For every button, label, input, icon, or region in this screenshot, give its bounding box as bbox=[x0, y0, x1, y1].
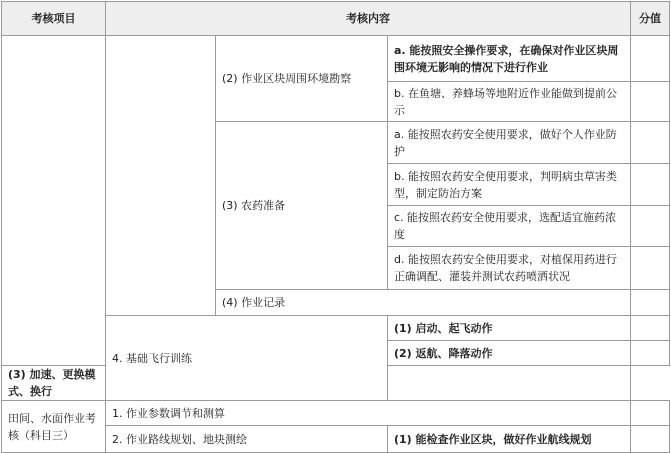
flight-item: (1) 启动、起飞动作 bbox=[388, 316, 631, 341]
flight-label: 4. 基础飞行训练 bbox=[106, 316, 388, 401]
route-label: 2. 作业路线规划、地块测绘 bbox=[106, 426, 388, 453]
score-cell bbox=[388, 366, 631, 401]
field-exam-label: 田间、水面作业考核（科目三） bbox=[2, 401, 106, 453]
score-cell bbox=[631, 82, 670, 122]
score-cell bbox=[631, 206, 670, 247]
assessment-table bbox=[1, 1, 670, 453]
score-cell bbox=[631, 401, 670, 426]
score-cell bbox=[631, 341, 670, 366]
record-label: (4) 作业记录 bbox=[216, 290, 631, 316]
score-cell bbox=[631, 290, 670, 316]
pesticide-item-c: c. 能按照农药安全使用要求，选配适宜施药浓度 bbox=[388, 206, 631, 247]
header-score: 分值 bbox=[631, 2, 670, 36]
group-cell-empty bbox=[106, 36, 216, 316]
header-item: 考核项目 bbox=[2, 2, 106, 36]
score-cell bbox=[631, 247, 670, 290]
score-cell bbox=[631, 36, 670, 82]
score-cell bbox=[631, 164, 670, 206]
route-item: (1) 能检查作业区块，做好作业航线规划 bbox=[388, 426, 631, 453]
flight-item: (2) 返航、降落动作 bbox=[388, 341, 631, 366]
score-cell bbox=[631, 426, 670, 453]
category-cell-empty bbox=[2, 36, 106, 366]
pesticide-item-b: b. 能按照农药安全使用要求，判明病虫草害类型，制定防治方案 bbox=[388, 164, 631, 206]
header-content: 考核内容 bbox=[106, 2, 631, 36]
survey-label: (2) 作业区块周围环境勘察 bbox=[216, 36, 388, 122]
score-cell bbox=[631, 316, 670, 341]
flight-item: (3) 加速、更换模式、换行 bbox=[2, 366, 106, 401]
score-cell bbox=[631, 122, 670, 164]
survey-item-a: a. 能按照安全操作要求，在确保对作业区块周围环境无影响的情况下进行作业 bbox=[388, 36, 631, 82]
pesticide-item-d: d. 能按照农药安全使用要求，对植保用药进行正确调配、灌装并测试农药喷洒状况 bbox=[388, 247, 631, 290]
pesticide-label: (3) 农药准备 bbox=[216, 122, 388, 290]
param-label: 1. 作业参数调节和测算 bbox=[106, 401, 631, 426]
survey-item-b: b. 在鱼塘、养蜂场等地附近作业能做到提前公示 bbox=[388, 82, 631, 122]
pesticide-item-a: a. 能按照农药安全使用要求，做好个人作业防护 bbox=[388, 122, 631, 164]
